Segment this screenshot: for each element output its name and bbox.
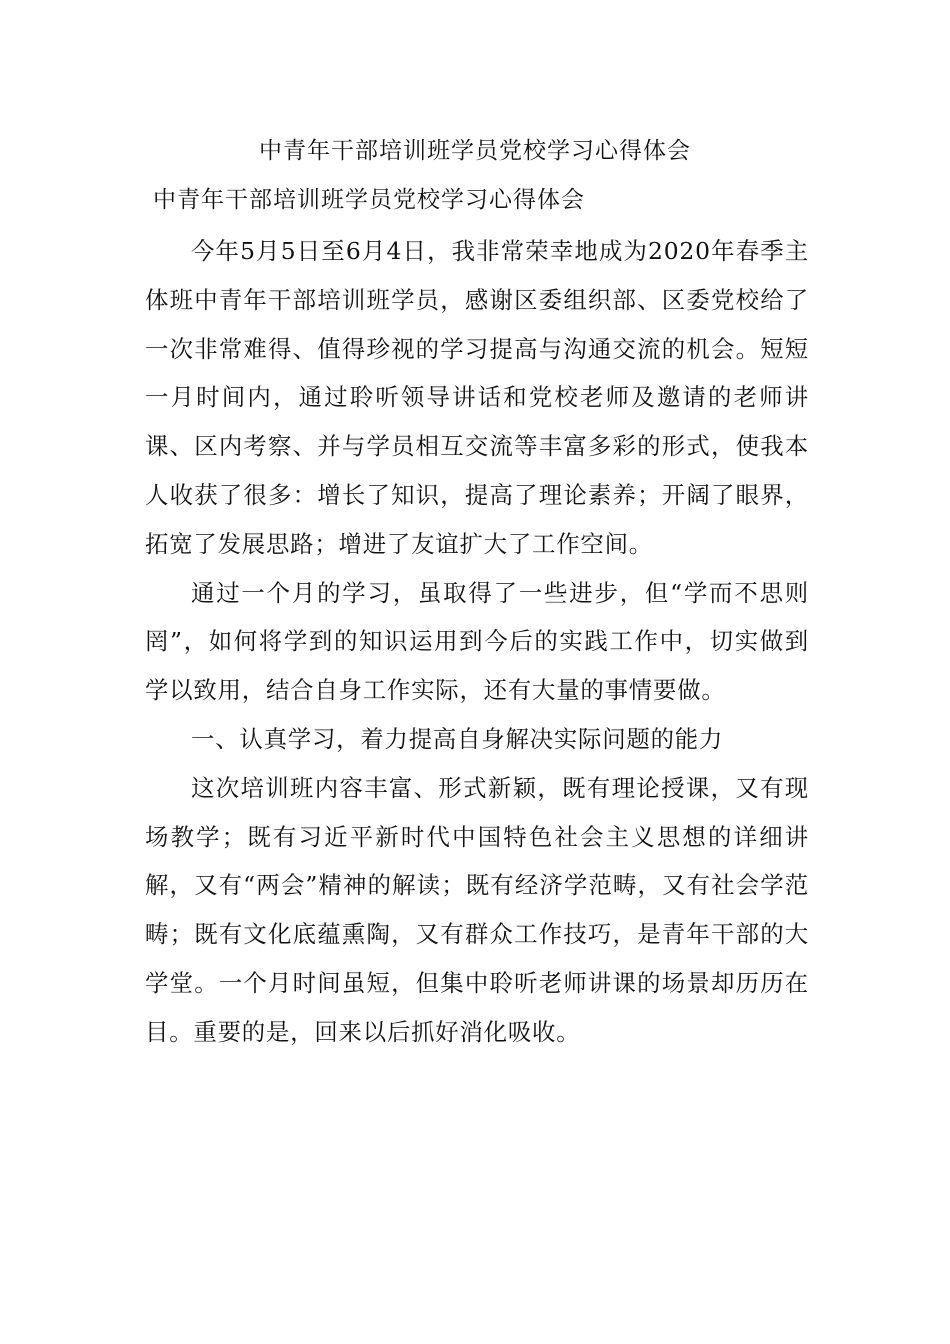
paragraph-section-1: 这次培训班内容丰富、形式新颖，既有理论授课，又有现场教学；既有习近平新时代中国特色社会主义思想的详细讲解，又有“两会”精神的解读；既有经济学范畴，又有社会学范畴；既有文化底蕴熏陶，又有群众工作技巧，是青年干部的大学堂。一个月时间虽短，但集中聆听老师讲课的场景却历历在目。重要的是，回来以后抓好消化吸收。: [145, 773, 809, 1046]
section-heading-1: 一、认真学习，着力提高自身解决实际问题的能力: [191, 724, 724, 753]
document-title: 中青年干部培训班学员党校学习心得体会: [259, 138, 691, 164]
paragraph-reflection: 通过一个月的学习，虽取得了一些进步，但“学而不思则罔”，如何将学到的知识运用到今后的实践工作中，切实做到学以致用，结合自身工作实际，还有大量的事情要做。: [145, 578, 809, 705]
document-body: [145, 227, 809, 1057]
document-subtitle: 中青年干部培训班学员党校学习心得体会: [153, 187, 585, 213]
paragraph-intro: 今年5月5日至6月4日，我非常荣幸地成为2020年春季主体班中青年干部培训班学员，感谢区委组织部、区委党校给了一次非常难得、值得珍视的学习提高与沟通交流的机会。短短一月时间内，通过聆听领导讲话和党校老师及邀请的老师讲课、区内考察、并与学员相互交流等丰富多彩的形式，使我本人收获了很多：增长了知识，提高了理论素养；开阔了眼界，拓宽了发展思路；增进了友谊扩大了工作空间。: [145, 237, 809, 558]
